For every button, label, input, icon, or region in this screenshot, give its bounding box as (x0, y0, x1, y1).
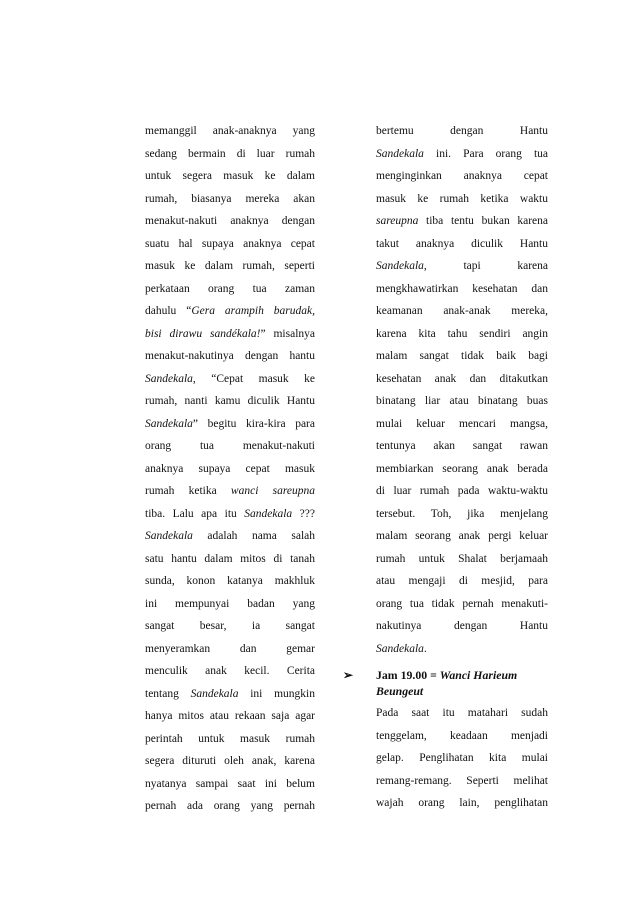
text-line: keamanan anak-anak mereka, (376, 305, 548, 317)
text-line: wajah orang lain, penglihatan (376, 797, 548, 809)
text-line: memanggil anak-anaknya yang (145, 125, 315, 137)
text-line: orang tua tidak pernah menakuti- (376, 597, 548, 610)
text-line: Sandekala ini. Para orang tua (376, 147, 548, 160)
arrow-bullet-icon: ➢ (343, 668, 353, 682)
text-line: Pada saat itu matahari sudah (376, 707, 548, 719)
text-line: remang-remang. Seperti melihat (376, 774, 548, 787)
text-line: orang tua menakut-nakuti (145, 440, 315, 452)
text-line: bertemu dengan Hantu (376, 125, 548, 137)
text-line: di luar rumah pada waktu-waktu (376, 485, 548, 497)
text-line: tiba. Lalu apa itu Sandekala ??? (145, 507, 315, 520)
text-line: ini mempunyai badan yang (145, 597, 315, 610)
text-line: gelap. Penglihatan kita mulai (376, 752, 548, 764)
text-line: menculik anak kecil. Cerita (145, 665, 315, 677)
text-line: masuk ke dalam rumah, seperti (145, 260, 315, 272)
text-line: rumah, nanti kamu diculik Hantu (145, 395, 315, 407)
text-line: menakut-nakuti anaknya dengan (145, 215, 315, 227)
bullet-heading-line2: Beungeut (376, 684, 424, 698)
text-line: perintah untuk masuk rumah (145, 732, 315, 745)
text-line: rumah, biasanya mereka akan (145, 192, 315, 205)
text-line: Sandekala. (376, 642, 427, 655)
text-line: binatang liar atau binatang buas (376, 395, 548, 407)
text-line: perkataan orang tua zaman (145, 282, 315, 295)
text-line: karena kita tahu sendiri angin (376, 327, 548, 340)
text-line: Sandekala, tapi karena (376, 260, 548, 272)
text-line: hanya mitos atau rekaan saja agar (145, 710, 315, 722)
text-line: satu hantu dalam mitos di tanah (145, 552, 315, 565)
text-line: menginginkan anaknya cepat (376, 170, 548, 182)
text-line: mulai keluar mencari mangsa, (376, 417, 548, 430)
text-line: untuk segera masuk ke dalam (145, 170, 315, 182)
text-line: kesehatan anak dan ditakutkan (376, 372, 548, 385)
text-line: sangat besar, ia sangat (145, 620, 315, 632)
text-line: tenggelam, keadaan menjadi (376, 729, 548, 742)
text-line: Sandekala, “Cepat masuk ke (145, 372, 315, 385)
text-line: mengkhawatirkan kesehatan dan (376, 282, 548, 295)
text-line: nakutinya dengan Hantu (376, 620, 548, 632)
text-line: sunda, konon katanya makhluk (145, 575, 315, 587)
text-line: malam sangat tidak baik bagi (376, 350, 548, 362)
text-line: suatu hal supaya anaknya cepat (145, 237, 315, 250)
text-line: anaknya supaya cepat masuk (145, 462, 315, 475)
text-line: bisi dirawu sandékala!” misalnya (145, 327, 315, 340)
text-line: nyatanya sampai saat ini belum (145, 777, 315, 790)
text-line: malam seorang anak pergi keluar (376, 530, 548, 542)
text-line: Sandekala” begitu kira-kira para (145, 417, 315, 430)
text-line: sedang bermain di luar rumah (145, 147, 315, 160)
text-line: tentang Sandekala ini mungkin (145, 687, 315, 700)
text-line: menyeramkan dan gemar (145, 642, 315, 655)
text-line: dahulu “Gera arampih barudak, (145, 305, 315, 317)
text-line: masuk ke rumah ketika waktu (376, 192, 548, 205)
text-line: pernah ada orang yang pernah (145, 800, 315, 812)
text-line: tentunya akan sangat rawan (376, 440, 548, 452)
text-line: segera dituruti oleh anak, karena (145, 755, 315, 767)
text-line: takut anaknya diculik Hantu (376, 237, 548, 250)
text-line: menakut-nakutinya dengan hantu (145, 350, 315, 362)
text-line: membiarkan seorang anak berada (376, 462, 548, 475)
bullet-heading-text (376, 667, 548, 699)
text-line: rumah untuk Shalat berjamaah (376, 552, 548, 565)
text-line: tersebut. Toh, jika menjelang (376, 507, 548, 520)
text-line: sareupna tiba tentu bukan karena (376, 215, 548, 227)
bullet-heading-line1: Jam 19.00 = Wanci Harieum (376, 668, 518, 682)
text-line: rumah ketika wanci sareupna (145, 485, 315, 497)
text-line: Sandekala adalah nama salah (145, 530, 315, 542)
text-line: atau mengaji di mesjid, para (376, 575, 548, 587)
